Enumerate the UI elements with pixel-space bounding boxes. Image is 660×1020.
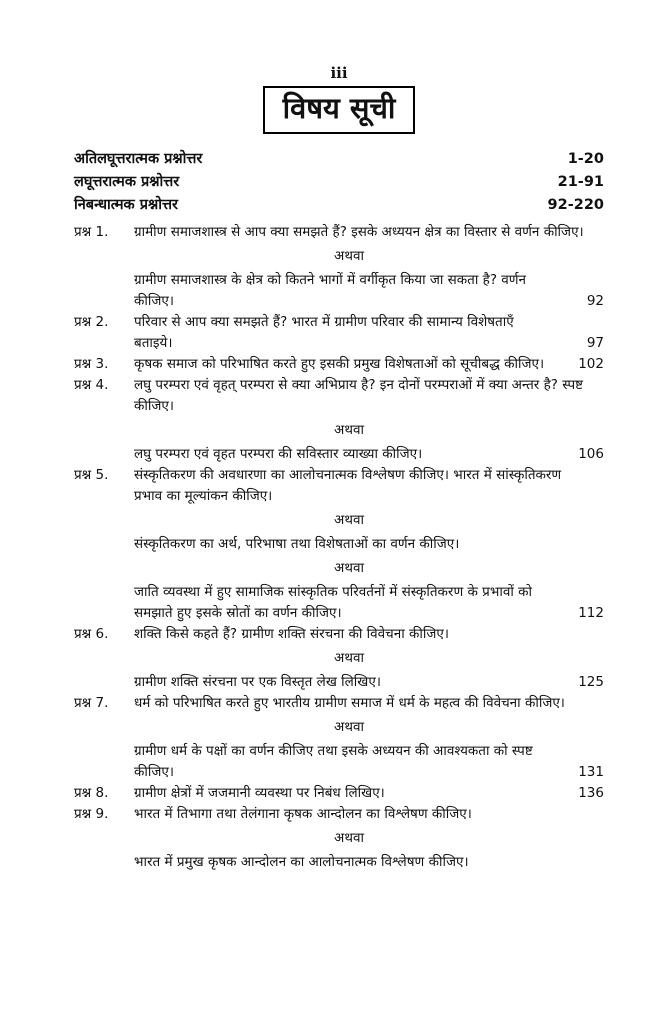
question-content <box>134 783 604 804</box>
question-number: प्रश्न 4. <box>74 377 109 394</box>
question-part <box>134 852 604 873</box>
or-divider: अथवा <box>334 560 364 577</box>
section-row <box>74 148 604 171</box>
question-number: प्रश्न 6. <box>74 626 109 643</box>
question-content <box>134 222 604 312</box>
section-page-range: 1-20 <box>567 151 604 168</box>
or-divider: अथवा <box>334 422 364 439</box>
question-row <box>74 804 604 873</box>
question-text: ग्रामीण शक्ति संरचना पर एक विस्तृत लेख लिखिए। <box>134 674 381 691</box>
question-text: परिवार से आप क्या समझते हैं? भारत में ग्रामीण परिवार की सामान्य विशेषताएँ बताइये। <box>134 314 514 352</box>
question-text: भारत में तिभागा तथा तेलंगाना कृषक आन्दोलन का विश्लेषण कीजिए। <box>134 806 472 823</box>
question-text: कृषक समाज को परिभाषित करते हुए इसकी प्रमुख विशेषताओं को सूचीबद्ध कीजिए। <box>134 356 545 373</box>
question-text: जाति व्यवस्था में हुए सामाजिक सांस्कृतिक परिवर्तनों में संस्कृतिकरण के प्रभावों को समझाते हुए इसके स्रोतों का वर्णन कीजिए। <box>134 584 532 622</box>
question-part <box>134 270 604 312</box>
question-text: ग्रामीण धर्म के पक्षों का वर्णन कीजिए तथा इसके अध्ययन की आवश्यकता को स्पष्ट कीजिए। <box>134 743 533 781</box>
question-text: ग्रामीण समाजशास्त्र के क्षेत्र को कितने भागों में वर्गीकृत किया जा सकता है? वर्णन कीजिए। <box>134 272 527 310</box>
question-number: प्रश्न 2. <box>74 314 109 331</box>
or-divider: अथवा <box>334 719 364 736</box>
page-number-ref: 106 <box>578 446 604 463</box>
question-number: प्रश्न 5. <box>74 467 109 484</box>
question-text: ग्रामीण समाजशास्त्र से आप क्या समझते हैं? इसके अध्ययन क्षेत्र का विस्तार से वर्णन कीजिए। <box>134 224 584 241</box>
question-part <box>134 693 604 714</box>
question-content <box>134 375 604 465</box>
question-text: शक्ति किसे कहते हैं? ग्रामीण शक्ति संरचना की विवेचना कीजिए। <box>134 626 449 643</box>
section-list <box>74 148 604 217</box>
question-row <box>74 783 604 804</box>
question-row <box>74 693 604 783</box>
page-number-ref: 131 <box>578 764 604 781</box>
question-number: प्रश्न 8. <box>74 785 109 802</box>
question-text: संस्कृतिकरण की अवधारणा का आलोचनात्मक विश्लेषण कीजिए। भारत में सांस्कृतिकरण प्रभाव का मूल्यांकन कीजिए। <box>134 467 562 505</box>
question-content <box>134 312 604 354</box>
question-row <box>74 354 604 375</box>
question-part <box>134 804 604 825</box>
section-label: अतिलघूत्तरात्मक प्रश्नोत्तर <box>74 151 203 168</box>
question-part <box>134 783 604 804</box>
question-part <box>134 741 604 783</box>
question-part <box>134 465 604 507</box>
question-part <box>134 534 604 555</box>
page-title-box <box>263 86 416 134</box>
page-number-ref: 125 <box>578 674 604 691</box>
page-number-ref: 92 <box>586 293 604 310</box>
question-row <box>74 312 604 354</box>
question-text: ग्रामीण क्षेत्रों में जजमानी व्यवस्था पर निबंध लिखिए। <box>134 785 385 802</box>
question-part <box>134 375 604 417</box>
question-row <box>74 465 604 624</box>
page-number-ref: 97 <box>586 335 604 352</box>
question-row <box>74 624 604 693</box>
question-text: लघु परम्परा एवं वृहत् परम्परा से क्या अभिप्राय है? इन दोनों परम्पराओं में क्या अन्तर है? स्पष्ट कीजिए। <box>134 377 584 415</box>
section-label: लघूत्तरात्मक प्रश्नोत्तर <box>74 174 180 191</box>
section-page-range: 92-220 <box>547 197 604 214</box>
page-number-ref: 102 <box>578 356 604 373</box>
question-text: धर्म को परिभाषित करते हुए भारतीय ग्रामीण समाज में धर्म के महत्व की विवेचना कीजिए। <box>134 695 565 712</box>
section-label: निबन्धात्मक प्रश्नोत्तर <box>74 197 178 214</box>
question-content <box>134 693 604 783</box>
question-part <box>134 624 604 645</box>
section-page-range: 21-91 <box>557 174 604 191</box>
question-content <box>134 624 604 693</box>
question-part <box>134 354 604 375</box>
or-divider: अथवा <box>334 830 364 847</box>
question-text: लघु परम्परा एवं वृहत परम्परा की सविस्तार व्याख्या कीजिए। <box>134 446 423 463</box>
question-row <box>74 375 604 465</box>
or-divider: अथवा <box>334 248 364 265</box>
section-row <box>74 194 604 217</box>
question-part <box>134 672 604 693</box>
question-number: प्रश्न 3. <box>74 356 109 373</box>
page-number: iii <box>330 64 348 82</box>
question-row <box>74 222 604 312</box>
page-number-ref: 112 <box>578 605 604 622</box>
page-number-ref: 136 <box>578 785 604 802</box>
question-number: प्रश्न 1. <box>74 224 109 241</box>
question-number: प्रश्न 9. <box>74 806 109 823</box>
or-divider: अथवा <box>334 512 364 529</box>
section-row <box>74 171 604 194</box>
question-list <box>74 222 604 873</box>
question-part <box>134 444 604 465</box>
question-content <box>134 354 604 375</box>
question-text: भारत में प्रमुख कृषक आन्दोलन का आलोचनात्मक विश्लेषण कीजिए। <box>134 854 469 871</box>
question-number: प्रश्न 7. <box>74 695 109 712</box>
question-content <box>134 804 604 873</box>
question-part <box>134 582 604 624</box>
page-title: विषय सूची <box>282 91 396 125</box>
question-content <box>134 465 604 624</box>
question-text: संस्कृतिकरण का अर्थ, परिभाषा तथा विशेषताओं का वर्णन कीजिए। <box>134 536 460 553</box>
or-divider: अथवा <box>334 650 364 667</box>
question-part <box>134 222 604 243</box>
question-part <box>134 312 604 354</box>
